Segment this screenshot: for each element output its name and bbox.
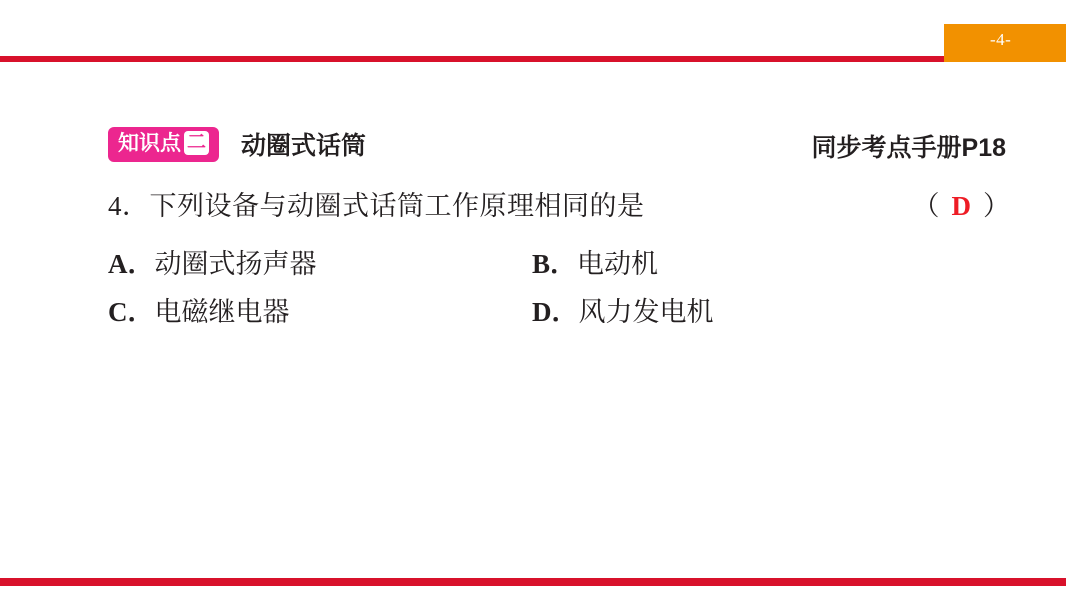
slide-content [0,126,1066,338]
option-b-text: 电动机 [577,249,659,279]
answer-paren-open: （ [912,191,940,221]
question-number: 4． [108,191,150,221]
page-number: -4- [990,30,1012,49]
option-a-text: 动圈式扬声器 [154,249,317,279]
knowledge-point-reference: 同步考点手册P18 [811,134,1006,162]
answer-letter: D [951,191,971,221]
knowledge-point-badge-text: 知识点 [118,131,181,155]
header-red-rule [0,56,944,62]
option-d-label: D． [532,297,579,327]
option-d [532,290,714,329]
knowledge-point-badge-number: 二 [184,131,209,155]
footer-red-rule [0,578,1066,586]
option-d-text: 风力发电机 [578,297,714,327]
knowledge-point-row [108,126,1006,170]
page-header [0,0,1066,62]
option-row-2 [108,290,1066,338]
option-a-label: A． [108,249,155,279]
option-b [532,242,658,281]
options-list [108,242,1066,338]
question-answer-group [913,184,1011,223]
option-a [108,242,317,281]
question-row [108,184,1018,224]
option-row-1 [108,242,1066,290]
option-c-text: 电磁继电器 [154,297,290,327]
option-c [108,290,290,329]
knowledge-point-badge [108,127,219,162]
answer-paren-close: ） [983,191,1010,221]
option-b-label: B． [532,249,578,279]
knowledge-point-title: 动圈式话筒 [241,132,367,160]
option-c-label: C． [108,297,155,327]
question-text: 下列设备与动圈式话筒工作原理相同的是 [149,191,645,221]
